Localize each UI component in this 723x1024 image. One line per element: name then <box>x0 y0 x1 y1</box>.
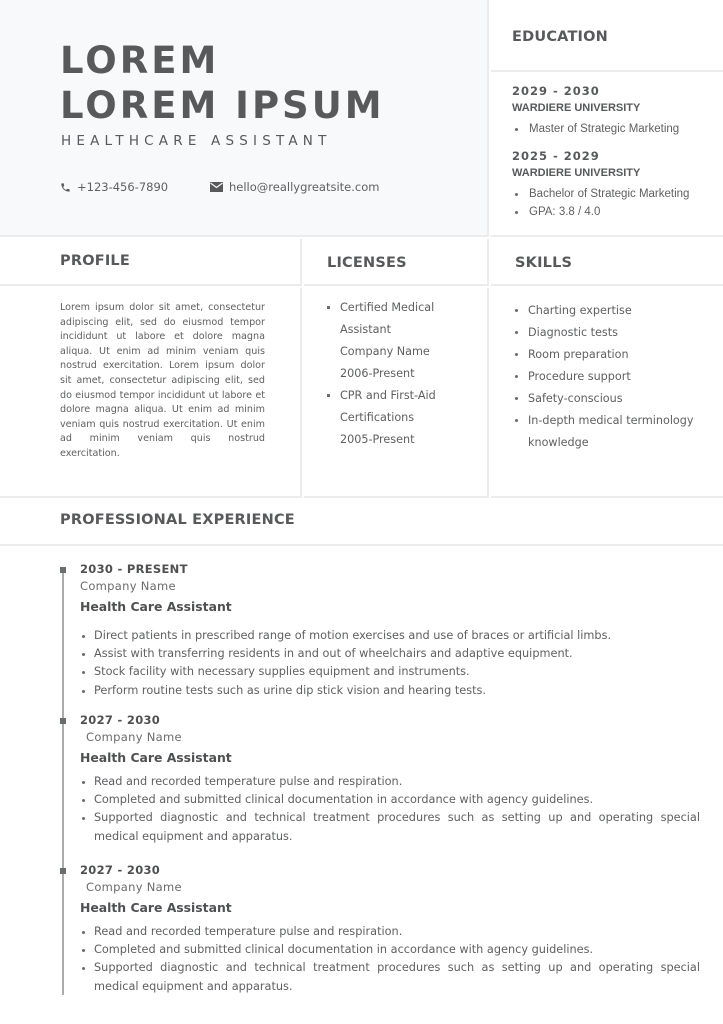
skill-item: Diagnostic tests <box>514 322 719 344</box>
profile-text: Lorem ipsum dolor sit amet, consectetur adipiscing elit, sed do eiusmod tempor incididunt ut labore et dolore magna aliqua. Ut enim ad minim veniam quis nostrud exercitation. Lorem ipsum dolor sit amet, consectetur adipiscing elit, sed do eiusmod tempor incididunt ut labore et dolore magna aliqua. Ut enim ad minim veniam quis nostrud exercitation. Ut enim ad minim veniam quis nostrud exercitation. <box>60 302 265 459</box>
timeline-marker-icon <box>60 868 66 874</box>
license-item <box>326 385 486 451</box>
skill-item: Procedure support <box>514 366 719 388</box>
profile-header <box>0 239 302 286</box>
license-period: 2006-Present <box>340 367 415 380</box>
job-years: 2027 - 2030 <box>80 713 161 727</box>
skill-item: Safety-conscious <box>514 388 719 410</box>
job-duties <box>80 627 700 700</box>
licenses-title: LICENSES <box>327 255 407 271</box>
licenses-header <box>304 239 489 286</box>
email-address: hello@reallygreatsite.com <box>229 180 380 194</box>
experience-entry <box>80 713 700 846</box>
education-years: 2025 - 2029 <box>512 149 600 163</box>
timeline-line <box>62 570 64 995</box>
skill-item: Charting expertise <box>514 300 719 322</box>
name-line-2: LOREM IPSUM <box>60 84 385 127</box>
job-duty: Supported diagnostic and technical treatment procedures such as setting up and operating special medical equipment and apparatus. <box>80 809 700 845</box>
education-years: 2029 - 2030 <box>512 84 600 98</box>
skills-list <box>514 300 719 454</box>
education-school: WARDIERE UNIVERSITY <box>512 167 641 179</box>
education-detail: Master of Strategic Marketing <box>512 120 679 138</box>
profile-title: PROFILE <box>60 253 130 269</box>
license-name: Certified Medical Assistant <box>340 301 435 336</box>
phone-number: +123-456-7890 <box>77 180 169 194</box>
experience-header <box>0 500 723 546</box>
job-duty: Perform routine tests such as urine dip stick vision and hearing tests. <box>80 682 700 700</box>
job-title: HEALTHCARE ASSISTANT <box>61 133 332 149</box>
education-details <box>512 120 679 138</box>
education-school: WARDIERE UNIVERSITY <box>512 102 641 114</box>
job-duty: Read and recorded temperature pulse and respiration. <box>80 773 700 791</box>
job-duty: Completed and submitted clinical documentation in accordance with agency guidelines. <box>80 941 700 959</box>
education-detail: Bachelor of Strategic Marketing <box>512 185 689 203</box>
education-header <box>491 0 723 72</box>
skill-item: In-depth medical terminology knowledge <box>514 410 719 454</box>
license-item <box>326 297 486 385</box>
education-detail: GPA: 3.8 / 4.0 <box>512 203 689 221</box>
job-duties <box>80 923 700 996</box>
experience-entry <box>80 863 700 996</box>
job-duty: Read and recorded temperature pulse and respiration. <box>80 923 700 941</box>
job-duty: Stock facility with necessary supplies equipment and instruments. <box>80 663 700 681</box>
experience-entry <box>80 562 700 700</box>
job-duty: Direct patients in prescribed range of motion exercises and use of braces or artificial limbs. <box>80 627 700 645</box>
timeline-marker-icon <box>60 718 66 724</box>
job-role: Health Care Assistant <box>80 599 232 614</box>
education-section <box>491 74 723 237</box>
licenses-list <box>326 297 486 451</box>
license-company: Company Name <box>340 345 430 358</box>
job-duty: Completed and submitted clinical documentation in accordance with agency guidelines. <box>80 791 700 809</box>
education-title: EDUCATION <box>512 29 609 45</box>
job-duty: Assist with transferring residents in and out of wheelchairs and adaptive equipment. <box>80 645 700 663</box>
phone-icon <box>60 182 71 193</box>
job-company: Company Name <box>86 730 182 744</box>
job-years: 2027 - 2030 <box>80 863 161 877</box>
candidate-name <box>60 38 385 128</box>
skills-title: SKILLS <box>515 255 573 271</box>
education-details <box>512 185 689 221</box>
job-duties <box>80 773 700 846</box>
skills-header <box>491 239 723 286</box>
envelope-icon <box>210 182 223 192</box>
experience-title: PROFESSIONAL EXPERIENCE <box>60 512 295 528</box>
education-entry <box>512 84 679 138</box>
licenses-section <box>304 288 489 498</box>
job-years: 2030 - PRESENT <box>80 562 188 576</box>
education-entry <box>512 149 689 221</box>
name-line-1: LOREM <box>60 39 220 82</box>
skills-section <box>491 288 723 498</box>
contact-email <box>210 180 379 194</box>
job-role: Health Care Assistant <box>80 900 232 915</box>
job-role: Health Care Assistant <box>80 750 232 765</box>
job-duty: Supported diagnostic and technical treatment procedures such as setting up and operating special medical equipment and apparatus. <box>80 959 700 995</box>
timeline-marker-icon <box>60 567 66 573</box>
skill-item: Room preparation <box>514 344 719 366</box>
profile-section <box>0 288 302 498</box>
resume-header <box>0 0 489 237</box>
job-company: Company Name <box>86 880 182 894</box>
license-period: 2005-Present <box>340 433 415 446</box>
contact-phone <box>60 180 168 194</box>
job-company: Company Name <box>80 579 176 593</box>
license-name: CPR and First-Aid Certifications <box>340 389 436 424</box>
